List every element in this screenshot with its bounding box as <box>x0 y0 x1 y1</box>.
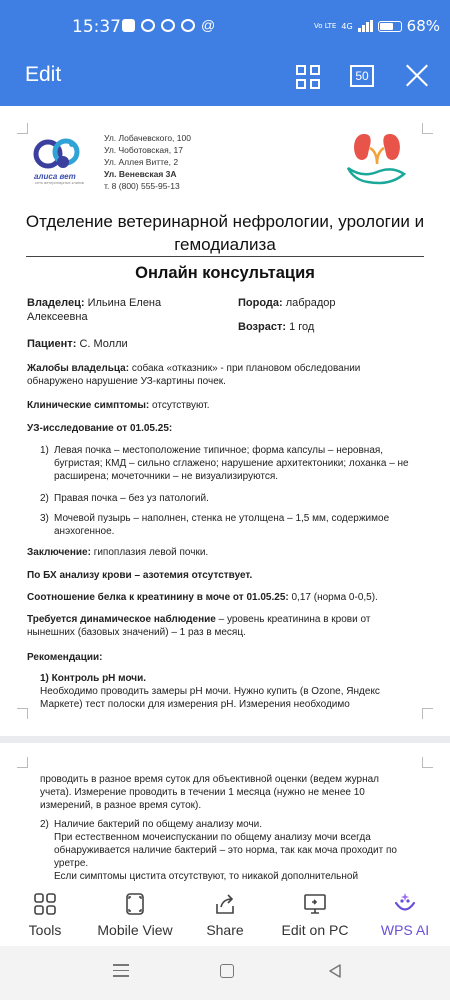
department-title: Отделение ветеринарной нефрологии, урологии и гемодиализа <box>25 212 425 254</box>
share-icon <box>213 892 237 916</box>
symptoms-paragraph <box>27 399 210 412</box>
ultrasound-heading: УЗ-исследование от 01.05.25: <box>27 423 173 434</box>
patient-label: Пациент: <box>27 338 77 350</box>
complaints-value: собака «отказник» - при плановом обследовании обнаружено нарушение УЗ-картины почек. <box>27 363 361 387</box>
network-type: 4G <box>341 21 353 31</box>
page-count-badge[interactable]: 50 <box>350 65 374 87</box>
symptoms-value: отсутствуют. <box>152 400 210 411</box>
share-label: Share <box>206 922 244 938</box>
symptoms-label: Клинические симптомы: <box>27 400 150 411</box>
owner-label: Владелец: <box>27 297 85 309</box>
list-number: 3) <box>40 513 49 524</box>
age-label: Возраст: <box>238 321 286 333</box>
title-divider <box>26 256 424 257</box>
monitoring-paragraph <box>27 613 397 639</box>
thumbnails-icon[interactable] <box>296 65 320 89</box>
document-page[interactable] <box>0 106 450 736</box>
at-icon: @ <box>201 17 216 33</box>
logo-subtext: сеть ветеринарных клиник <box>35 180 85 185</box>
complaints-paragraph <box>27 362 397 388</box>
blood-test-paragraph: По БХ анализу крови – азотемия отсутствует. <box>27 570 253 581</box>
complaints-label: Жалобы владельца: <box>27 363 130 374</box>
status-bar <box>0 0 450 46</box>
consultation-title: Онлайн консультация <box>135 264 315 282</box>
app-notification-icon <box>122 19 135 32</box>
age-value: 1 год <box>289 321 315 333</box>
protein-creatinine-paragraph <box>27 591 407 604</box>
page-corner-mark <box>17 757 28 768</box>
recent-apps-icon[interactable] <box>113 964 129 978</box>
address-line: Ул. Аллея Витте, 2 <box>104 157 179 167</box>
signal-icon <box>358 20 373 32</box>
age-field <box>238 320 314 334</box>
status-time: 15:37 <box>72 17 121 37</box>
mobile-view-button[interactable] <box>90 886 180 946</box>
close-icon[interactable] <box>405 63 429 87</box>
conclusion-label: Заключение: <box>27 547 91 558</box>
app-notification-icon <box>141 19 155 32</box>
wps-ai-icon <box>393 892 417 916</box>
edit-on-pc-label: Edit on PC <box>281 922 349 938</box>
app-notification-icon <box>181 19 195 32</box>
status-app-icons <box>122 19 215 32</box>
status-right <box>314 17 440 35</box>
page-corner-mark <box>422 123 433 134</box>
owner-value: Ильина Елена Алексеевна <box>27 297 162 323</box>
owner-field <box>27 296 207 324</box>
kidney-logo-icon <box>342 128 412 190</box>
wps-ai-button[interactable] <box>360 886 450 946</box>
back-icon[interactable] <box>328 964 342 978</box>
list-item: Правая почка – без уз патологий. <box>54 493 209 504</box>
list-item: Мочевой пузырь – наполнен, стенка не утолщена – 1,5 мм, содержимое анэхогенное. <box>54 513 390 537</box>
app-notification-icon <box>161 19 175 32</box>
mobile-view-label: Mobile View <box>97 922 173 938</box>
ratio-label: Соотношение белка к креатинину в моче от 01.05.25: <box>27 592 289 603</box>
monitor-icon <box>303 892 327 916</box>
tools-icon <box>33 892 57 916</box>
breed-label: Порода: <box>238 297 283 309</box>
clinic-addresses <box>104 132 191 192</box>
recommendation-text: Необходимо проводить замеры pH мочи. Нужно купить (в Ozone, Яндекс Маркете) тест полоски для измерения pH. Измерения необходимо <box>40 686 380 710</box>
edit-button[interactable]: Edit <box>25 63 62 86</box>
conclusion-paragraph <box>27 546 208 559</box>
page-corner-mark <box>422 757 433 768</box>
mobile-view-icon <box>123 892 147 916</box>
wps-ai-label: WPS AI <box>380 922 430 938</box>
edit-on-pc-button[interactable] <box>270 886 360 946</box>
system-nav-bar <box>0 946 450 1000</box>
phone-line: т. 8 (800) 555-95-13 <box>104 181 180 191</box>
breed-value: лабрадор <box>285 297 336 309</box>
recommendation-text: проводить в разное время суток для объективной оценки (ведем журнал учета). Измерение проводить в течении 1 месяца (нужно не менее 10 измерений, в разное время суток). <box>40 774 380 811</box>
recommendation-text: При естественном мочеиспускании по общему анализу мочи всегда обнаруживается наличие бактерий – это норма, так как моча проходит по уретре. <box>54 832 397 869</box>
app-bar <box>0 46 450 106</box>
monitoring-label: Требуется динамическое наблюдение <box>27 614 216 625</box>
recommendation-title: Наличие бактерий по общему анализу мочи. <box>54 819 263 830</box>
page-corner-mark <box>17 708 28 719</box>
page-corner-mark <box>17 123 28 134</box>
document-page[interactable] <box>0 743 450 893</box>
home-icon[interactable] <box>220 964 234 978</box>
bottom-toolbar <box>0 886 450 946</box>
address-line: Ул. Лобачевского, 100 <box>104 133 191 143</box>
tools-label: Tools <box>28 922 62 938</box>
share-button[interactable] <box>180 886 270 946</box>
ratio-value: 0,17 (норма 0-0,5). <box>291 592 378 603</box>
patient-value: С. Молли <box>79 338 128 350</box>
tools-button[interactable] <box>0 886 90 946</box>
list-number: 2) <box>40 493 49 504</box>
address-line: Ул. Чоботовская, 17 <box>104 145 183 155</box>
recommendation-text: Если симптомы цистита отсутствуют, то никакой дополнительной <box>54 871 359 882</box>
logo-text: алиса вет <box>34 172 76 181</box>
address-line: Ул. Веневская 3А <box>104 169 177 179</box>
battery-icon <box>378 21 402 32</box>
patient-field <box>27 337 128 351</box>
recommendation-title: 1) Контроль pH мочи. <box>40 673 147 684</box>
battery-percent: 68% <box>406 17 440 35</box>
conclusion-value: гипоплазия левой почки. <box>93 547 209 558</box>
list-item: Левая почка – местоположение типичное; форма капсулы – неровная, бугристая; КМД – сильно сглажено; нарушение архитектоники; лоханка – не расширена; мочеточники – не визуализируются. <box>54 445 409 482</box>
page-corner-mark <box>422 708 433 719</box>
list-number: 1) <box>40 445 49 456</box>
list-number: 2) <box>40 819 49 830</box>
breed-field <box>238 296 335 310</box>
recommendations-heading: Рекомендации: <box>27 652 103 663</box>
volte-indicator: Vo LTE <box>313 21 337 30</box>
monitoring-value: – уровень креатинина в крови от нынешних (базовых значений) – 1 раз в месяц. <box>27 614 371 638</box>
